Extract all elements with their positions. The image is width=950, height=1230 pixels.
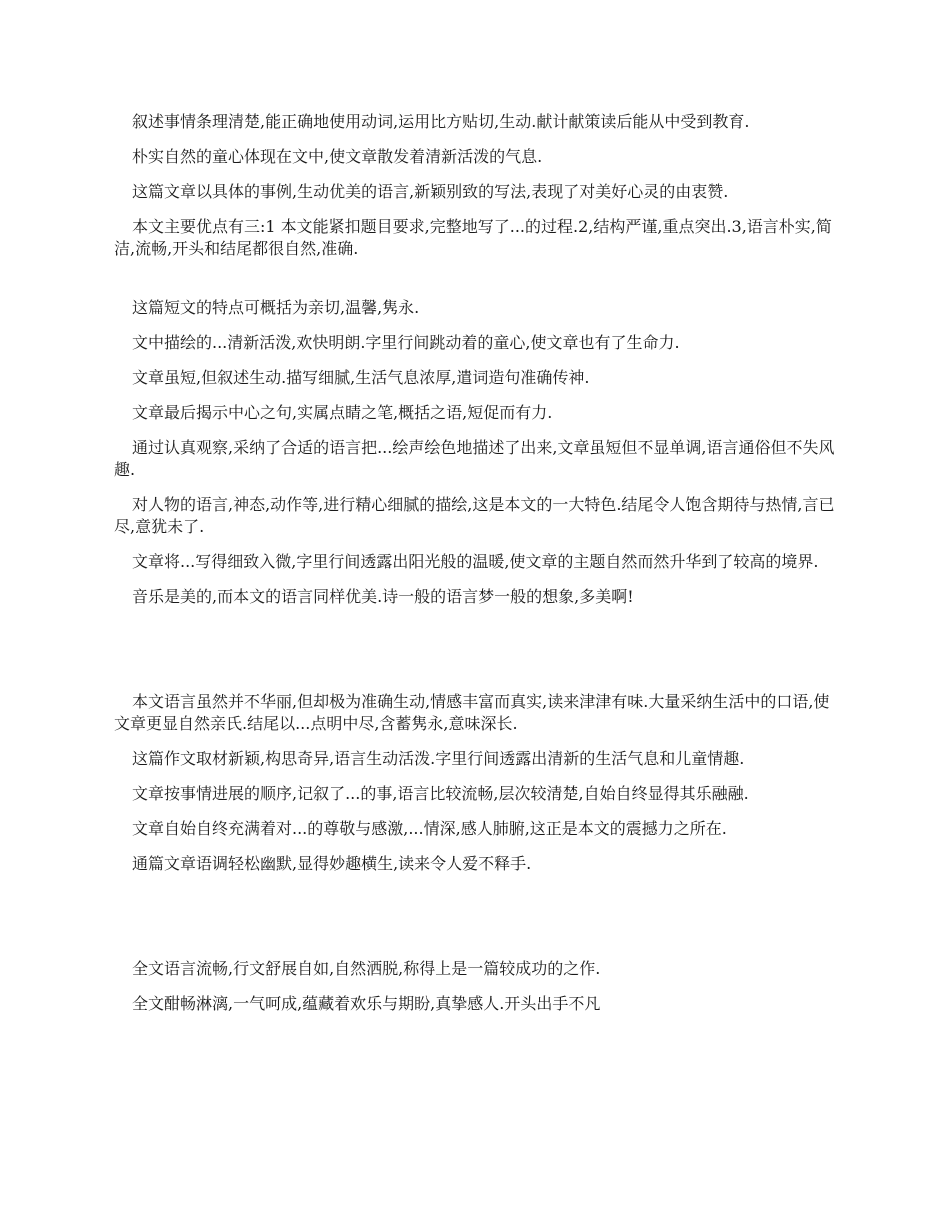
paragraph: 叙述事情条理清楚,能正确地使用动词,运用比方贴切,生动.献计献策读后能从中受到教育. (132, 112, 750, 131)
section-2 (114, 297, 844, 608)
paragraph: 全文语言流畅,行文舒展自如,自然洒脱,称得上是一篇较成功的之作. (132, 959, 601, 978)
paragraph: 本文主要优点有三:1 本文能紧扣题目要求,完整地写了...的过程.2,结构严谨,重点突出.3,语言朴实,简洁,流畅,开头和结尾都很自然,准确. (114, 217, 832, 258)
paragraph: 文章按事情进展的顺序,记叙了...的事,语言比较流畅,层次较清楚,自始自终显得其乐融融. (132, 784, 749, 803)
section-spacer (114, 621, 844, 691)
paragraph: 这篇文章以具体的事例,生动优美的语言,新颖别致的写法,表现了对美好心灵的由衷赞. (132, 182, 729, 201)
paragraph: 朴实自然的童心体现在文中,使文章散发着清新活泼的气息. (132, 147, 543, 166)
paragraph: 音乐是美的,而本文的语言同样优美.诗一般的语言梦一般的想象,多美啊! (132, 587, 634, 606)
paragraph: 文中描绘的...清新活泼,欢快明朗.字里行间跳动着的童心,使文章也有了生命力. (132, 333, 680, 352)
paragraph: 文章将...写得细致入微,字里行间透露出阳光般的温暖,使文章的主题自然而然升华到了较高的境界. (132, 552, 819, 571)
paragraph: 通篇文章语调轻松幽默,显得妙趣横生,读来令人爱不释手. (132, 854, 532, 873)
paragraph: 本文语言虽然并不华丽,但却极为准确生动,情感丰富而真实,读来津津有味.大量采纳生活中的口语,使文章更显自然亲氏.结尾以...点明中尽,含蓄隽永,意味深长. (114, 692, 830, 733)
section-4 (114, 958, 844, 1015)
paragraph: 全文酣畅淋漓,一气呵成,蕴藏着欢乐与期盼,真挚感人.开头出手不凡 (132, 994, 601, 1013)
document-body (114, 111, 844, 1028)
paragraph: 这篇短文的特点可概括为亲切,温馨,隽永. (132, 298, 420, 317)
section-3 (114, 691, 844, 875)
section-1 (114, 111, 844, 260)
paragraph: 文章虽短,但叙述生动.描写细腻,生活气息浓厚,遣词造句准确传神. (132, 368, 590, 387)
section-spacer (114, 273, 844, 297)
paragraph: 文章最后揭示中心之句,实属点睛之笔,概括之语,短促而有力. (132, 403, 553, 422)
paragraph: 文章自始自终充满着对...的尊敬与感激,...情深,感人肺腑,这正是本文的震撼力之所在. (132, 819, 727, 838)
paragraph: 这篇作文取材新颖,构思奇异,语言生动活泼.字里行间透露出清新的生活气息和儿童情趣. (132, 749, 745, 768)
section-spacer (114, 888, 844, 958)
paragraph: 通过认真观察,采纳了合适的语言把...绘声绘色地描述了出来,文章虽短但不显单调,语言通俗但不失风趣. (114, 438, 835, 479)
paragraph: 对人物的语言,神态,动作等,进行精心细腻的描绘,这是本文的一大特色.结尾令人饱含期待与热情,言已尽,意犹未了. (114, 495, 835, 536)
